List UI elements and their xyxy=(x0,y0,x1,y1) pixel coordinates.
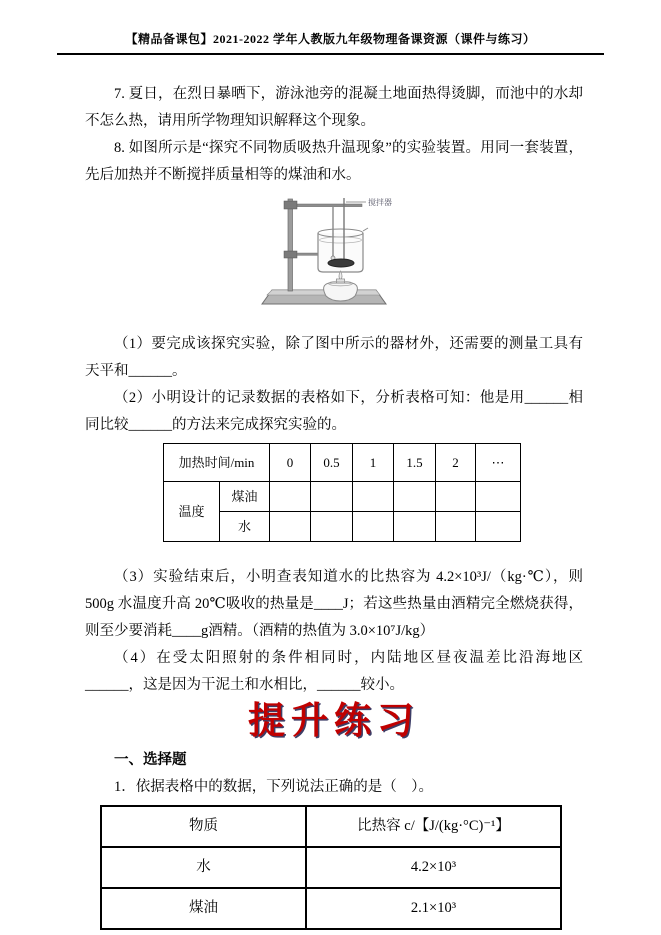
heat-cell-water-value: 4.2×10³ xyxy=(306,847,561,888)
record-label-water: 水 xyxy=(220,512,270,542)
record-cell xyxy=(394,512,436,542)
crossbar xyxy=(290,204,362,207)
experiment-apparatus-figure xyxy=(249,193,419,317)
record-time-ellipsis: ⋯ xyxy=(476,444,521,482)
record-cell xyxy=(270,482,311,512)
heat-header-substance: 物质 xyxy=(101,806,306,847)
heat-row-water xyxy=(101,847,561,888)
record-cell xyxy=(311,512,353,542)
record-cell xyxy=(270,512,311,542)
section-title-improvement: 提升练习 xyxy=(248,701,420,742)
subsection-choice-questions: 一、选择题 xyxy=(114,752,187,768)
record-label-kerosene: 煤油 xyxy=(220,482,270,512)
ring-arm xyxy=(297,253,319,255)
sub-question-2: （2）小明设计的记录数据的表格如下，分析表格可知：他是用______相同比较______的方法来完成探究实验的。 xyxy=(85,390,583,433)
heat-cell-kerosene-value: 2.1×10³ xyxy=(306,888,561,929)
question-7: 7. 夏日，在烈日暴晒下，游泳池旁的混凝土地面热得烫脚，而池中的水却不怎么热，请用所学物理知识解释这个现象。 xyxy=(85,86,583,129)
heat-header-capacity: 比热容 c/【J/(kg·°C)⁻¹】 xyxy=(306,806,561,847)
record-cell xyxy=(476,482,521,512)
record-cell xyxy=(436,482,476,512)
sub-question-1: （1）要完成该探究实验，除了图中所示的器材外，还需要的测量工具有天平和______。 xyxy=(85,336,583,379)
document-header-title: 【精品备课包】2021-2022 学年人教版九年级物理备课资源（课件与练习） xyxy=(57,30,604,55)
clamp-mid xyxy=(284,251,297,258)
record-cell xyxy=(353,482,394,512)
record-cell xyxy=(436,512,476,542)
stirrer-label: 搅拌器 xyxy=(368,198,392,207)
choice-question-1: 1．依据表格中的数据，下列说法正确的是（ ）。 xyxy=(114,779,433,795)
question-8: 8. 如图所示是“探究不同物质吸热升温现象”的实验装置。用同一套装置，先后加热并不断搅拌质量相等的煤油和水。 xyxy=(85,140,583,183)
record-table-header-row xyxy=(164,444,521,482)
record-header-time: 加热时间/min xyxy=(164,444,270,482)
stirrer-loop xyxy=(328,259,354,267)
heat-cell-kerosene-label: 煤油 xyxy=(101,888,306,929)
document-body xyxy=(85,81,583,930)
apparatus-drawing xyxy=(254,193,414,307)
record-group-temperature: 温度 xyxy=(164,482,220,542)
heat-cell-water-label: 水 xyxy=(101,847,306,888)
heat-capacity-table xyxy=(100,805,562,930)
record-cell xyxy=(394,482,436,512)
record-cell xyxy=(311,482,353,512)
record-time-0_5: 0.5 xyxy=(311,444,353,482)
clamp-top xyxy=(284,201,297,209)
record-time-1_5: 1.5 xyxy=(394,444,436,482)
stand-rod xyxy=(288,199,293,291)
heat-row-kerosene xyxy=(101,888,561,929)
record-cell xyxy=(476,512,521,542)
record-table xyxy=(163,443,521,542)
record-time-0: 0 xyxy=(270,444,311,482)
sub-question-4: （4）在受太阳照射的条件相同时，内陆地区昼夜温差比沿海地区______，这是因为干泥土和水相比，______较小。 xyxy=(85,650,583,693)
record-cell xyxy=(353,512,394,542)
sub-question-3: （3）实验结束后，小明查表知道水的比热容为 4.2×10³J/（kg·℃），则 500g 水温度升高 20℃吸收的热量是____J；若这些热量由酒精完全燃烧获得，则至少要消耗____g酒精。（酒精的热值为 3.0×10⁷J/kg） xyxy=(85,569,583,639)
heat-table-header-row xyxy=(101,806,561,847)
record-time-2: 2 xyxy=(436,444,476,482)
record-time-1: 1 xyxy=(353,444,394,482)
beaker-spout xyxy=(363,228,368,231)
record-row-kerosene xyxy=(164,482,521,512)
